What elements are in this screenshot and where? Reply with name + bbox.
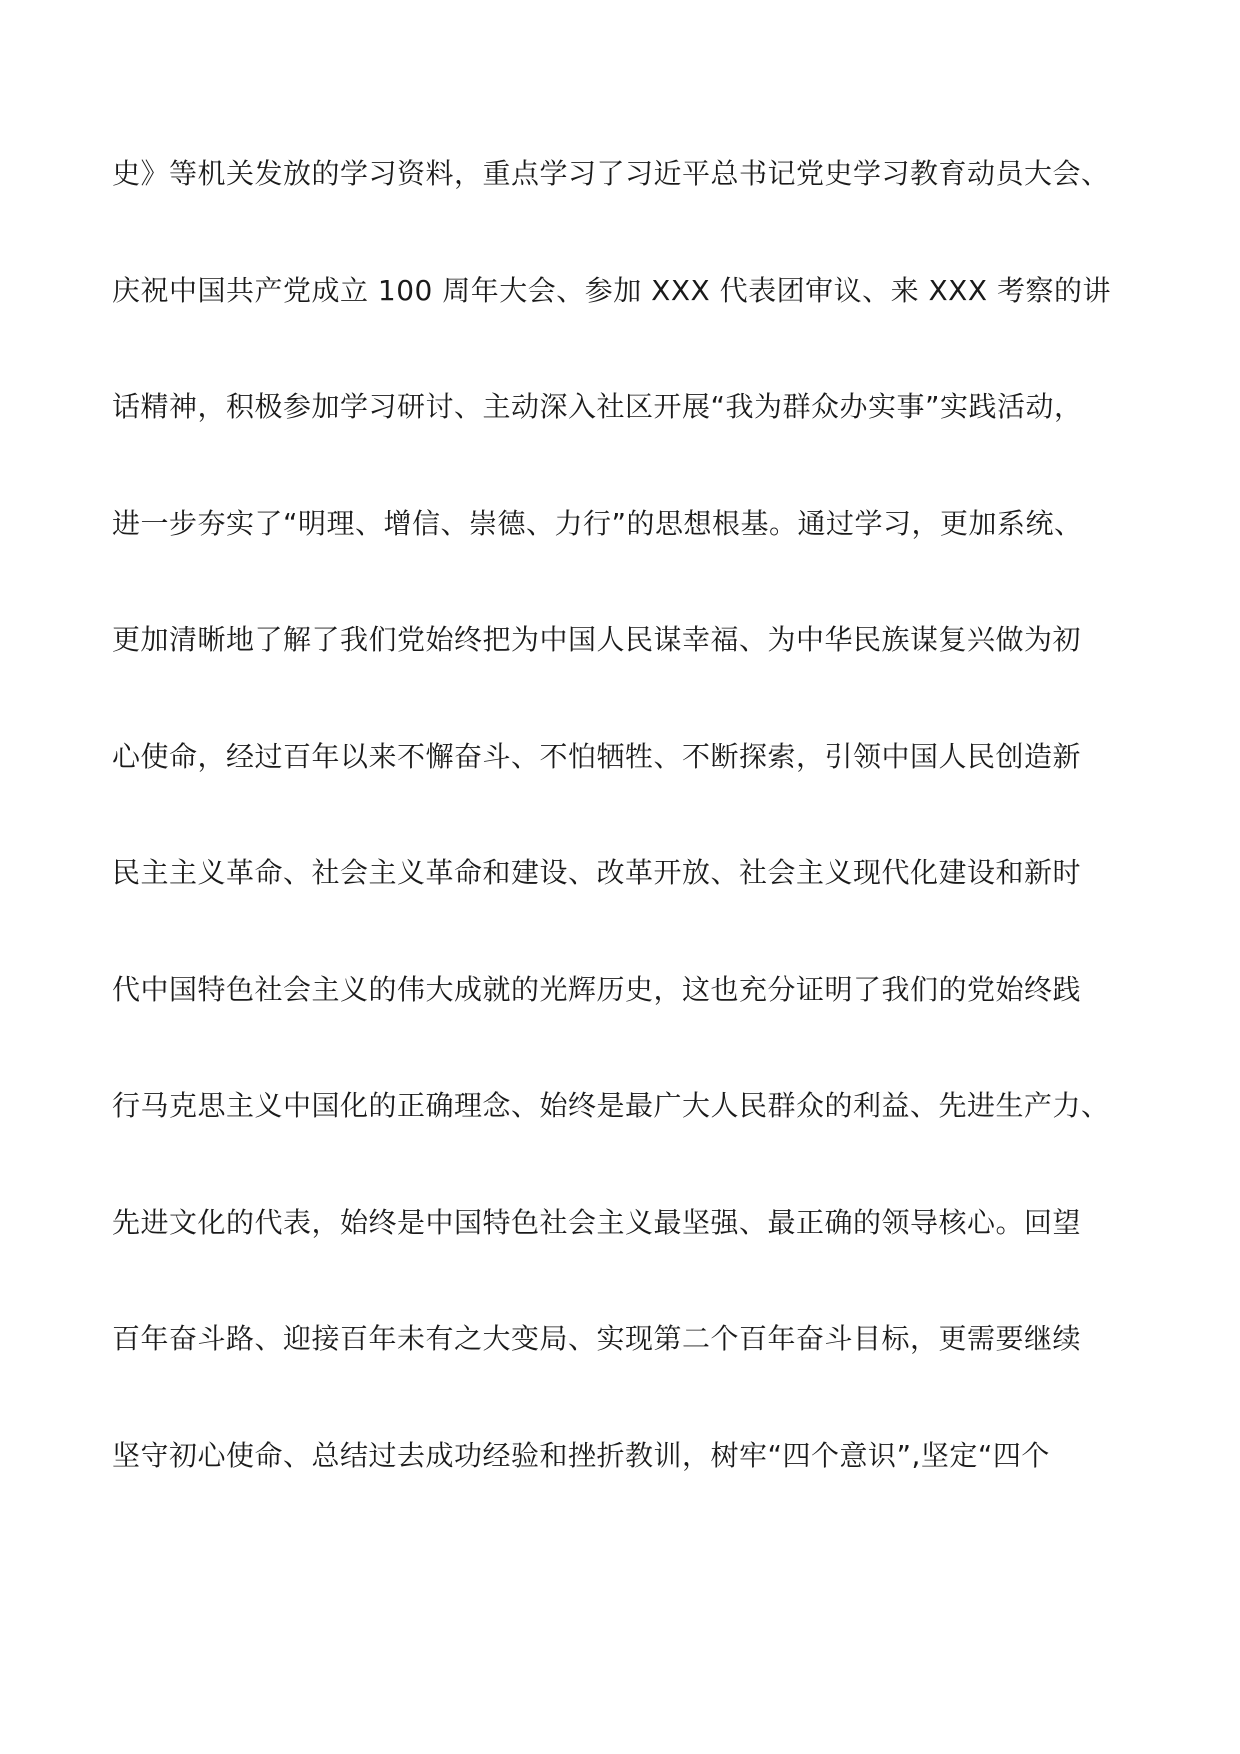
body-text-line: 心使命，经过百年以来不懈奋斗、不怕牺牲、不断探索，引领中国人民创造新 xyxy=(112,740,1082,773)
body-text-line: 进一步夯实了“明理、增信、崇德、力行”的思想根基。通过学习，更加系统、 xyxy=(112,507,1083,540)
body-text-line: 坚守初心使命、总结过去成功经验和挫折教训，树牢“四个意识”,坚定“四个 xyxy=(112,1439,1050,1472)
body-text-line: 行马克思主义中国化的正确理念、始终是最广大人民群众的利益、先进生产力、 xyxy=(112,1089,1110,1122)
body-text-line: 更加清晰地了解了我们党始终把为中国人民谋幸福、为中华民族谋复兴做为初 xyxy=(112,623,1082,656)
body-text-line: 先进文化的代表，始终是中国特色社会主义最坚强、最正确的领导核心。回望 xyxy=(112,1206,1082,1239)
body-text-line: 史》等机关发放的学习资料，重点学习了习近平总书记党史学习教育动员大会、 xyxy=(112,157,1110,190)
body-text-line: 百年奋斗路、迎接百年未有之大变局、实现第二个百年奋斗目标，更需要继续 xyxy=(112,1322,1082,1355)
body-text-line: 民主主义革命、社会主义革命和建设、改革开放、社会主义现代化建设和新时 xyxy=(112,856,1082,889)
body-text-line: 代中国特色社会主义的伟大成就的光辉历史，这也充分证明了我们的党始终践 xyxy=(112,973,1082,1006)
body-text-line: 庆祝中国共产党成立 100 周年大会、参加 XXX 代表团审议、来 XXX 考察的讲 xyxy=(112,274,1111,307)
body-text-line: 话精神，积极参加学习研讨、主动深入社区开展“我为群众办实事”实践活动， xyxy=(112,390,1083,423)
